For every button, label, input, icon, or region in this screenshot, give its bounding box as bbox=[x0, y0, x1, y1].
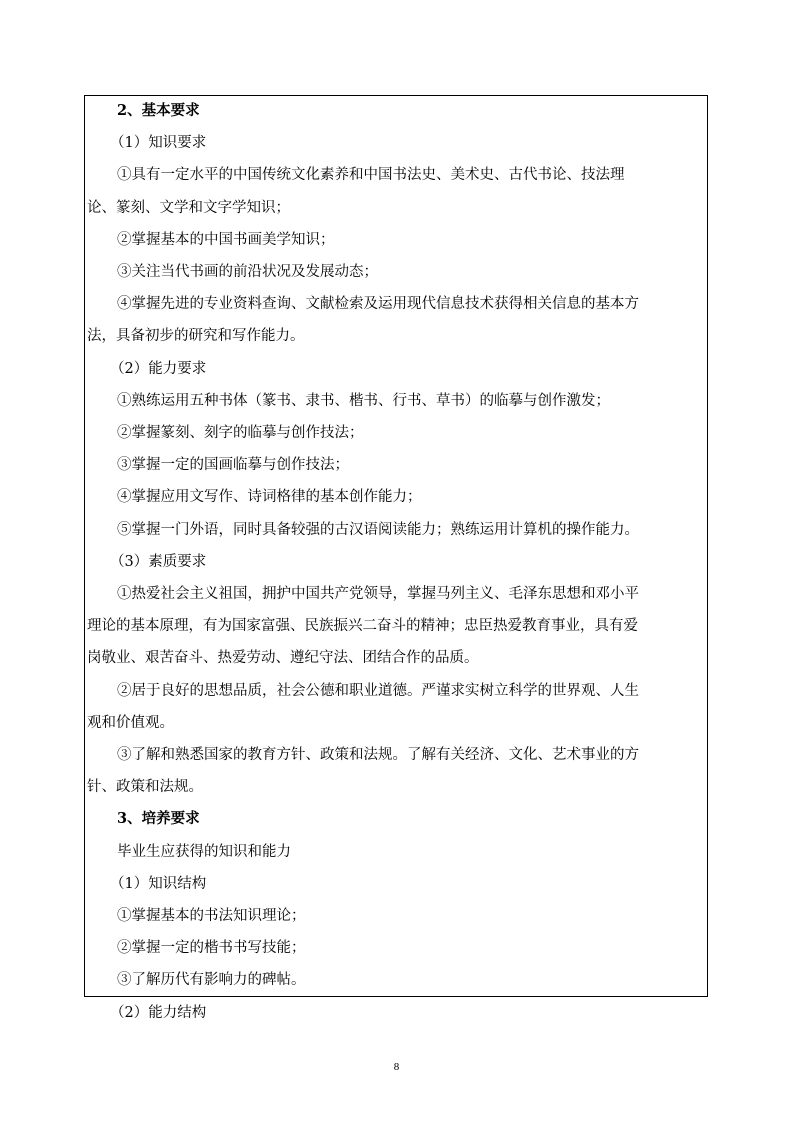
text-line: ②掌握一定的楷书书写技能； bbox=[117, 940, 306, 957]
text-line: （1）知识要求 bbox=[110, 135, 207, 152]
text-line: ①掌握基本的书法知识理论； bbox=[117, 908, 306, 924]
text-line: （3）素质要求 bbox=[110, 553, 207, 570]
page-number: 8 bbox=[393, 1061, 400, 1073]
text-line: ④掌握先进的专业资料查询、文献检索及运用现代信息技术获得相关信息的基本方 bbox=[117, 296, 639, 313]
section-heading: 2、基本要求 bbox=[117, 102, 200, 119]
text-line: ②掌握基本的中国书画美学知识； bbox=[117, 231, 335, 248]
text-line: 观和价值观。 bbox=[87, 714, 174, 731]
text-line: ②居于良好的思想品质，社会公德和职业道德。严谨求实树立科学的世界观、人生 bbox=[117, 682, 639, 699]
text-line: ①具有一定水平的中国传统文化素养和中国书法史、美术史、古代书论、技法理 bbox=[117, 167, 625, 184]
text-line: （2）能力结构 bbox=[110, 1004, 207, 1021]
text-line: ④掌握应用文写作、诗词格律的基本创作能力； bbox=[117, 489, 422, 506]
text-line: ⑤掌握一门外语，同时具备较强的古汉语阅读能力；熟练运用计算机的操作能力。 bbox=[117, 521, 639, 538]
text-line: 岗敬业、艰苦奋斗、热爱劳动、遵纪守法、团结合作的品质。 bbox=[87, 650, 479, 667]
text-line: ③关注当代书画的前沿状况及发展动态； bbox=[117, 264, 378, 280]
text-line: 针、政策和法规。 bbox=[87, 779, 203, 796]
text-line: （1）知识结构 bbox=[110, 875, 207, 892]
text-line: ①热爱社会主义祖国，拥护中国共产党领导，掌握马列主义、毛泽东思想和邓小平 bbox=[117, 586, 639, 602]
text-line: 理论的基本原理，有为国家富强、民族振兴二奋斗的精神；忠臣热爱教育事业，具有爱 bbox=[87, 618, 638, 635]
text-line: 法，具备初步的研究和写作能力。 bbox=[87, 328, 305, 345]
text-line: ③了解历代有影响力的碑帖。 bbox=[117, 972, 306, 989]
section-heading: 3、培养要求 bbox=[117, 810, 200, 828]
text-line: 毕业生应获得的知识和能力 bbox=[117, 843, 291, 860]
text-line: ③掌握一定的国画临摹与创作技法； bbox=[117, 457, 349, 474]
text-line: ①熟练运用五种书体（篆书、隶书、楷书、行书、草书）的临摹与创作激发； bbox=[117, 392, 610, 409]
text-line: 论、篆刻、文学和文字学知识； bbox=[87, 199, 290, 216]
text-line: ②掌握篆刻、刻字的临摹与创作技法； bbox=[117, 425, 364, 441]
text-line: ③了解和熟悉国家的教育方针、政策和法规。了解有关经济、文化、艺术事业的方 bbox=[117, 747, 639, 763]
text-line: （2）能力要求 bbox=[110, 360, 207, 377]
